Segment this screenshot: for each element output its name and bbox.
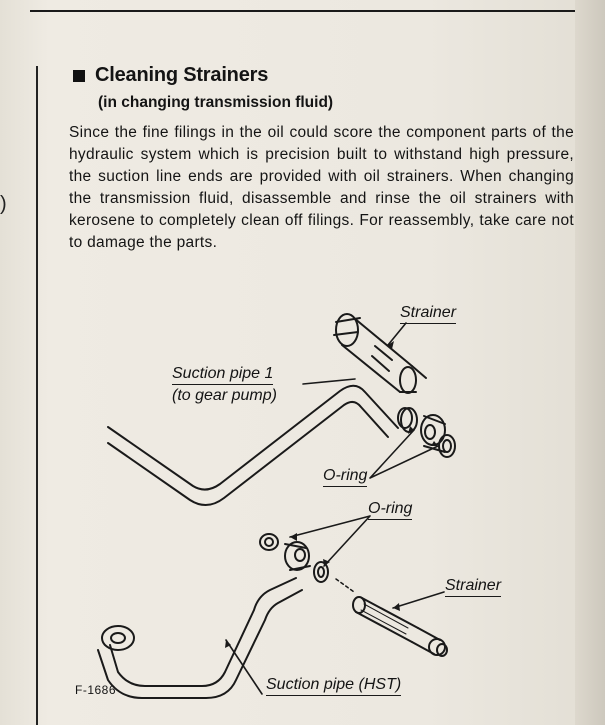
section-body: Since the fine filings in the oil could score the component parts of the hydraulic system which is precision built to withstand high pressure, the suction line ends are provided with oil strainers. When changing the transmission fluid, disassemble and rinse the oil strainers with kerosene to completely clean off filings. For reassembly, take care not to damage the parts.: [69, 124, 574, 251]
margin-mark: ): [0, 193, 7, 215]
figure-code: F-1686: [75, 683, 117, 697]
label-strainer-top: Strainer: [400, 304, 456, 324]
strainer-top-part: [334, 314, 426, 393]
section-subtitle: (in changing transmission fluid): [98, 94, 334, 111]
label-suction-pipe-1-note: (to gear pump): [172, 387, 277, 404]
label-suction-pipe-hst: Suction pipe (HST): [266, 676, 401, 696]
lower-fitting: [260, 534, 328, 582]
section-title: Cleaning Strainers: [95, 64, 269, 86]
label-suction-pipe-1: Suction pipe 1: [172, 365, 273, 385]
label-oring-upper: O-ring: [323, 467, 367, 487]
label-strainer-bottom: Strainer: [445, 577, 501, 597]
label-oring-lower: O-ring: [368, 500, 412, 520]
